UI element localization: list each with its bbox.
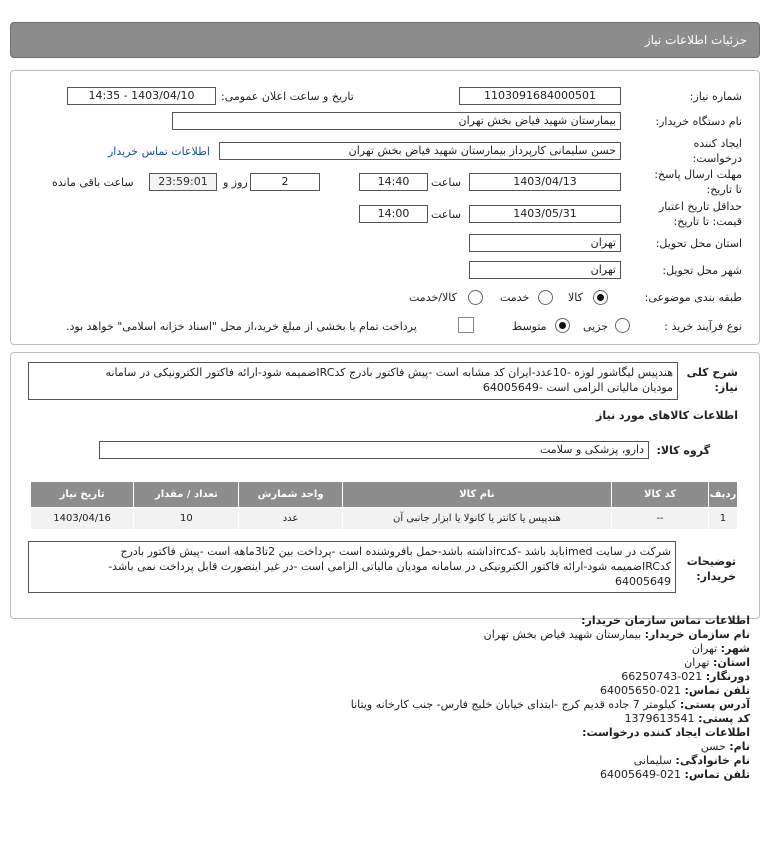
validity-time-field: 14:00 [359, 205, 428, 223]
validity-time-label: ساعت [431, 208, 461, 221]
remaining-time-field: 23:59:01 [149, 173, 217, 191]
category-goods-service-radio[interactable] [468, 290, 483, 305]
summary-label-1: شرح کلی [686, 366, 738, 379]
cell-unit: عدد [239, 508, 342, 530]
validity-label-1: حداقل تاریخ اعتبار [658, 200, 742, 213]
purchase-minor-radio[interactable] [615, 318, 630, 333]
need-number-field: 1103091684000501 [459, 87, 621, 105]
contact-address-value: کیلومتر 7 جاده قدیم کرج -ابتدای خیابان خلیج فارس- جنب کارخانه ویتانا [350, 698, 677, 711]
goods-table-header [31, 482, 738, 508]
cell-qty: 10 [134, 508, 239, 530]
col-qty: تعداد / مقدار [134, 482, 239, 508]
purchase-medium-label: متوسط [512, 320, 547, 333]
contact-fax [50, 670, 750, 684]
deadline-label-1: مهلت ارسال پاسخ: [654, 168, 742, 181]
creator-family-value: سلیمانی [633, 754, 672, 767]
contact-city-value: تهران [691, 642, 718, 655]
creator-family [50, 754, 750, 768]
contact-address [50, 698, 750, 712]
creator-title: اطلاعات ایجاد کننده درخواست: [582, 726, 750, 739]
contact-org-label: نام سازمان خریدار: [644, 628, 750, 641]
deadline-time-label: ساعت [431, 176, 461, 189]
contact-postal-value: 1379613541 [624, 712, 695, 725]
deadline-label-2: تا تاریخ: [706, 183, 742, 196]
days-field: 2 [250, 173, 320, 191]
creator-name [50, 740, 750, 754]
summary-label-2: نیاز: [714, 381, 738, 394]
payment-note: پرداخت تمام یا بخشی از مبلغ خرید،از محل "اسناد خزانه اسلامی" خواهد بود. [66, 320, 417, 333]
buyer-notes-label-2: خریدار: [696, 570, 736, 583]
announce-label: تاریخ و ساعت اعلان عمومی: [221, 90, 354, 103]
buyer-notes-box [28, 541, 676, 593]
purchase-medium-radio[interactable] [555, 318, 570, 333]
creator-phone [50, 768, 750, 782]
creator-label-1: ایجاد کننده [693, 137, 742, 150]
contact-fax-label: دورنگار: [705, 670, 750, 683]
remaining-label: ساعت باقی مانده [52, 176, 134, 189]
validity-label-2: قیمت: تا تاریخ: [673, 215, 742, 228]
cell-row: 1 [708, 508, 737, 530]
contact-city-label: شهر: [720, 642, 750, 655]
contact-city [50, 642, 750, 656]
summary-box [28, 362, 678, 400]
page-title: جزئیات اطلاعات نیاز [644, 33, 747, 47]
category-service-label: خدمت [500, 291, 530, 304]
contact-province [50, 656, 750, 670]
creator-name-value: حسن [700, 740, 726, 753]
contact-section [50, 614, 750, 782]
buyer-notes-line-2: کدIRCضمیمه شود-ارائه فاکتور الکترونیکی در سامانه مودیان مالیاتی الزامی است -در غیر اینصورت قابل پرداخت نمی باشد- [108, 560, 671, 573]
category-service-radio[interactable] [538, 290, 553, 305]
goods-table-wrapper [30, 481, 738, 530]
treasury-payment-checkbox[interactable] [458, 317, 474, 333]
contact-postal [50, 712, 750, 726]
need-number-label: شماره نیاز: [689, 90, 742, 103]
deadline-time-field: 14:40 [359, 173, 428, 191]
table-row [31, 508, 738, 530]
category-goods-service-label: کالا/خدمت [409, 291, 457, 304]
col-row: ردیف [708, 482, 737, 508]
purchase-type-label: نوع فرآیند خرید : [664, 320, 742, 333]
cell-code: -- [612, 508, 709, 530]
announce-field: 1403/04/10 - 14:35 [67, 87, 216, 105]
cell-date: 1403/04/16 [31, 508, 134, 530]
col-name: نام کالا [342, 482, 612, 508]
contact-postal-label: کد پستی: [698, 712, 750, 725]
category-goods-label: کالا [568, 291, 583, 304]
buyer-notes-line-1: شرکت در سایت imedباید باشد -کدircداشته باشد-حمل بافروشنده است -پرداخت بین 2تا3ماهه است -پیش فاکتور بادرج [120, 545, 671, 558]
days-label: روز و [223, 176, 248, 189]
creator-phone-value: 021-64005649 [600, 768, 682, 781]
summary-line-1: هندپیس لیگاشور لوزه -10عدد-ایران کد مشابه است -پیش فاکتور بادرج کدIRCضمیمه شود-ارائه فاکتور الکترونیکی در سامانه [105, 366, 673, 379]
goods-group-field: دارو، پزشکی و سلامت [99, 441, 649, 459]
buyer-contact-link[interactable]: اطلاعات تماس خریدار [108, 145, 210, 158]
purchase-minor-label: جزیی [583, 320, 609, 333]
contact-phone-value: 021-64005650 [600, 684, 682, 697]
category-goods-radio[interactable] [593, 290, 608, 305]
summary-line-2: مودیان مالیاتی الزامی است -64005649 [482, 381, 673, 394]
cell-name: هندپیس یا کانتر یا کانولا یا ابزار جانبی آن [342, 508, 612, 530]
contact-phone-label: تلفن تماس: [684, 684, 750, 697]
contact-phone [50, 684, 750, 698]
col-date: تاریخ نیاز [31, 482, 134, 508]
buyer-notes-label-1: توضیحات [686, 555, 736, 568]
goods-table [30, 481, 738, 530]
creator-name-label: نام: [729, 740, 750, 753]
contact-title: اطلاعات تماس سازمان خریدار: [581, 614, 750, 627]
contact-org [50, 628, 750, 642]
creator-phone-label: تلفن تماس: [684, 768, 750, 781]
contact-org-value: بیمارستان شهید فیاض بخش تهران [483, 628, 642, 641]
validity-date-field: 1403/05/31 [469, 205, 621, 223]
contact-address-label: آدرس پستی: [679, 698, 750, 711]
page-header [10, 22, 760, 58]
creator-field: حسن سلیمانی کارپرداز بیمارستان شهید فیاض بخش تهران [219, 142, 621, 160]
buyer-field: بیمارستان شهید فیاض بخش تهران [172, 112, 621, 130]
contact-fax-value: 021-66250743 [621, 670, 703, 683]
province-label: استان محل تحویل: [655, 237, 742, 250]
creator-label-2: درخواست: [692, 152, 742, 165]
city-field: تهران [469, 261, 621, 279]
city-label: شهر محل تحویل: [662, 264, 742, 277]
province-field: تهران [469, 234, 621, 252]
contact-province-value: تهران [684, 656, 710, 669]
creator-family-label: نام خانوادگی: [675, 754, 750, 767]
goods-group-label: گروه کالا: [656, 444, 710, 457]
goods-info-title: اطلاعات کالاهای مورد نیاز [596, 409, 738, 422]
col-unit: واحد شمارش [239, 482, 342, 508]
buyer-label: نام دستگاه خریدار: [655, 115, 742, 128]
contact-province-label: استان: [713, 656, 750, 669]
category-label: طبقه بندی موضوعی: [644, 291, 742, 304]
col-code: کد کالا [612, 482, 709, 508]
deadline-date-field: 1403/04/13 [469, 173, 621, 191]
buyer-notes-line-3: 64005649 [615, 575, 671, 588]
